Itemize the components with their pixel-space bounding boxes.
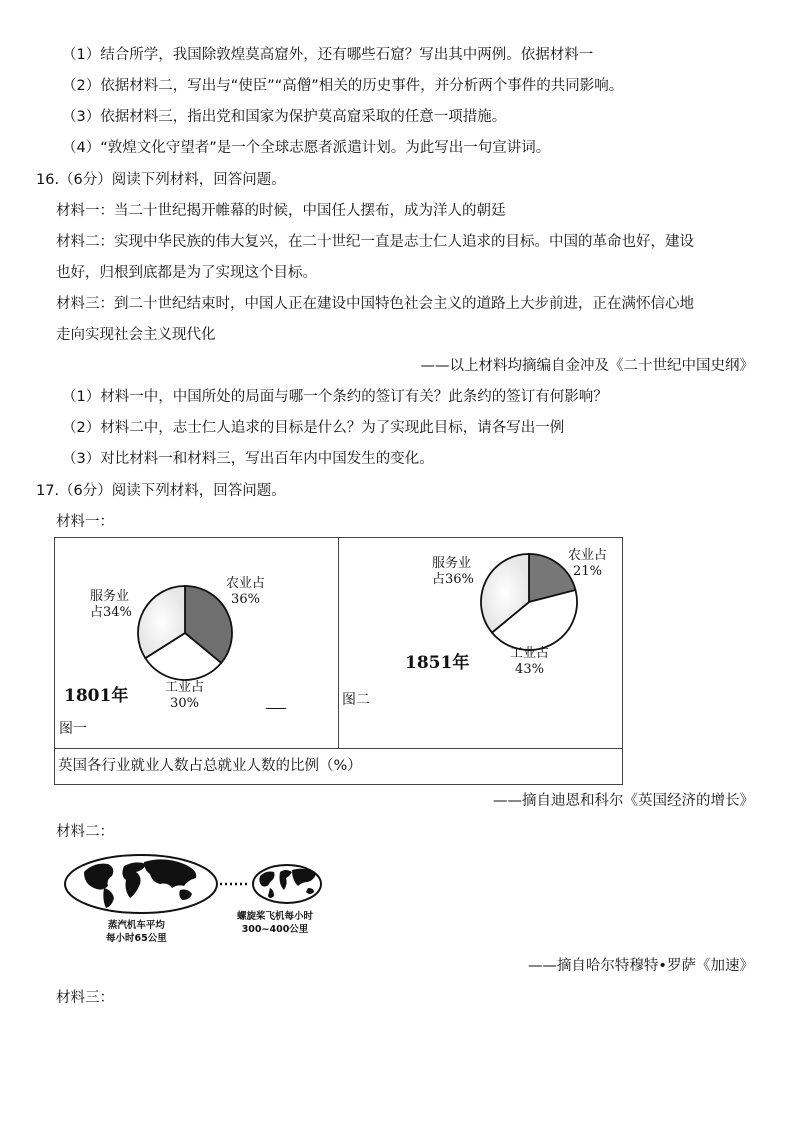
map-right-caption: 螺旋桨飞机每小时 300~400公里 (237, 911, 314, 935)
q16-sub1: （1）材料一中，中国所处的局面与哪一个条约的签订有关？此条约的签订有何影响？ (62, 389, 608, 405)
q15-sub3: （3）依据材料三，指出党和国家为保护莫高窟采取的任意一项措施。 (62, 109, 507, 125)
q17-material1-label: 材料一： (56, 514, 114, 530)
q16-material2-line1: 材料二：实现中华民族的伟大复兴，在二十世纪一直是志士仁人追求的目标。中国的革命也好，建设 (56, 234, 694, 250)
q16-material2-line2: 也好，归根到底都是为了实现这个目标。 (56, 265, 317, 281)
q16-material3-line2: 走向实现社会主义现代化 (56, 327, 216, 343)
q15-sub4: （4）“敦煌文化守望者”是一个全球志愿者派遣计划。为此写出一句宣讲词。 (62, 140, 551, 156)
pie-1851-slices (481, 554, 577, 650)
chart-caption: 英国各行业就业人数占总就业人数的比例（%） (58, 758, 362, 774)
q16-material3-line1: 材料三：到二十世纪结束时，中国人正在建设中国特色社会主义的道路上大步前进，正在满怀信心地 (56, 296, 694, 312)
q17-material2-label: 材料二： (56, 824, 114, 840)
pie1-agri-label: 农业占 36% (226, 576, 266, 607)
q16-sub3: （3）对比材料一和材料三，写出百年内中国发生的变化。 (62, 451, 434, 467)
map-left-caption: 蒸汽机车平均 每小时65公里 (106, 920, 167, 944)
pie2-year: 1851年 (405, 653, 470, 673)
q17-header: 17.（6分）阅读下列材料，回答问题。 (36, 483, 286, 499)
pie1-service-label: 服务业 占34% (90, 589, 132, 620)
q16-header: 16.（6分）阅读下列材料，回答问题。 (36, 172, 286, 188)
q16-sub2: （2）材料二中，志士仁人追求的目标是什么？为了实现此目标，请各写出一例 (62, 420, 565, 436)
pie1-dash (266, 708, 286, 709)
q15-sub2: （2）依据材料二，写出与“使臣”“高僧”相关的历史事件，并分析两个事件的共同影响。 (62, 78, 624, 94)
pie2-service-label: 服务业 占36% (432, 556, 474, 587)
world-maps-illustration (62, 848, 362, 928)
q17-source2: ——摘自哈尔特穆特•罗萨《加速》 (527, 958, 754, 974)
q16-source: ——以上材料均摘编自金冲及《二十世纪中国史纲》 (420, 358, 754, 374)
figure2-label: 图二 (342, 692, 370, 708)
figure1-label: 图一 (59, 721, 87, 737)
pie-chart-1801 (55, 538, 338, 748)
pie-1801-slices (138, 586, 232, 680)
chart-table-caption-divider (54, 748, 622, 749)
pie1-year: 1801年 (64, 686, 129, 706)
q16-material1: 材料一：当二十世纪揭开帷幕的时候，中国任人摆布，成为洋人的朝廷 (56, 203, 506, 219)
q15-sub1: （1）结合所学，我国除敦煌莫高窟外，还有哪些石窟？写出其中两例。依据材料一 (62, 47, 594, 63)
q17-source1: ——摘自迪恩和科尔《英国经济的增长》 (493, 793, 754, 809)
q17-material3-label: 材料三： (56, 990, 114, 1006)
pie2-industry-label: 工业占 43% (510, 646, 550, 677)
pie2-agri-label: 农业占 21% (568, 548, 608, 579)
pie1-industry-label: 工业占 30% (165, 680, 205, 711)
